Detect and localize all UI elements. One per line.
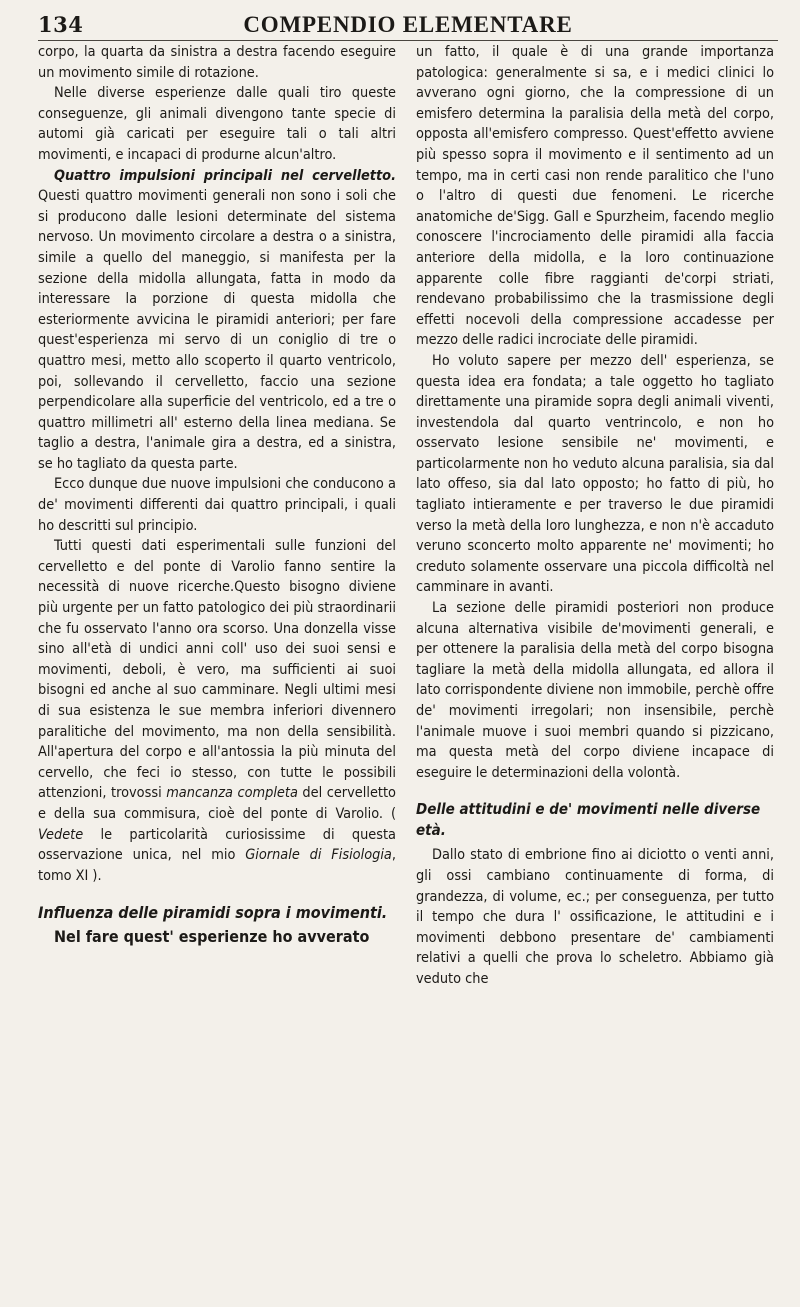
section-heading: Influenza delle piramidi sopra i movimenti. xyxy=(38,903,388,923)
paragraph xyxy=(38,536,396,886)
emphasis: Vedete xyxy=(38,826,84,843)
emphasis: Giornale di Fisiologia xyxy=(245,847,392,864)
paragraph xyxy=(38,166,396,475)
paragraph: Ho voluto sapere per mezzo dell' esperienza, se questa idea era fondata; a tale oggetto ho tagliato direttamente una piramide sopra degli animali viventi, investendola dal quarto ventrincolo, e non ho osservato lesione sensibile ne' movimenti, e particolarmente non ho veduto alcuna paralisia, sia dal lato offeso, sia dal lato opposto; ho fatto di più, ho tagliato intieramente e per traverso le due piramidi verso la metà della loro lunghezza, e non n'è accaduto veruno sconcerto molto apparente ne' movimenti; ho creduto solamente osservare una piccola difficoltà nel camminare in avanti. xyxy=(416,352,774,596)
running-head xyxy=(38,12,778,41)
running-title: COMPENDIO ELEMENTARE xyxy=(243,12,573,37)
left-column xyxy=(38,42,396,1297)
paragraph: Nelle diverse esperienze dalle quali tiro queste conseguenze, gli animali divengono tante specie di automi già caricati per eseguire tali o tali altri movimenti, e incapaci di produrne alcun'altro. xyxy=(38,85,396,163)
right-column xyxy=(416,42,774,1297)
paragraph: Dallo stato di embrione fino ai diciotto o venti anni, gli ossi cambiano continuamente di forma, di grandezza, di volume, ec.; per conseguenza, per tutto il tempo che dura l' ossificazione, le attitudini e i movimenti debbono presentare de' cambiamenti relativi a quelli che prova lo scheletro. Abbiamo già veduto che xyxy=(416,847,774,987)
paragraph-text: Questi quattro movimenti generali non sono i soli che si producono dalle lesioni determinate del sistema nervoso. Un movimento circolare a destra o a sinistra, simile a quello del maneggio, si manifesta per la sezione della midolla allungata, fatta in modo da interessare la porzione di questa midolla che esteriormente avvicina le piramidi anteriori; per fare quest'esperienza mi servo di un coniglio di tre o quattro mesi, metto allo scoperto il quarto ventricolo, poi, sollevando il cervelletto, faccio una sezione perpendicolare alla superficie del ventricolo, ed a tre o quattro millimetri all' esterno della linea mediana. Se taglio a destra, l'animale gira a destra, ed a sinistra, se ho tagliato da questa parte. xyxy=(38,188,396,472)
paragraph-text: del cervelletto e della sua commisura, cioè del ponte di Varolio. ( xyxy=(38,785,396,822)
paragraph: Ecco dunque due nuove impulsioni che conducono a de' movimenti differenti dai quattro principali, i quali ho descritti sul principio. xyxy=(38,476,396,534)
paragraph-lead: Quattro impulsioni principali nel cervelletto. xyxy=(54,167,396,184)
section-heading: Delle attitudini e de' movimenti nelle diverse età. xyxy=(416,800,761,840)
paragraph: La sezione delle piramidi posteriori non produce alcuna alternativa visibile de'movimenti generali, e per ottenere la paralisia della metà del corpo bisogna tagliare la metà della midolla allungata, ed allora il lato corrispondente diviene non immobile, perchè offre de' movimenti irregolari; non insensibile, perchè l'animale muove i suoi membri quando si pizzicano, ma questa metà del corpo diviene incapace di eseguire le determinazioni della volontà. xyxy=(416,600,774,781)
emphasis: mancanza completa xyxy=(166,785,298,802)
paragraph: corpo, la quarta da sinistra a destra facendo eseguire un movimento simile di rotazione. xyxy=(38,44,396,81)
paragraph: un fatto, il quale è di una grande importanza patologica: generalmente si sa, e i medici clinici lo avverano ogni giorno, che la compressione di un emisfero determina la paralisia della metà del corpo, opposta all'emisfero compresso. Quest'effetto avviene più spesso sopra il movimento e il sentimento ad un tempo, ma in certi casi non rende paralitico che l'uno o l'altro di questi due fenomeni. Le ricerche anatomiche de'Sigg. Gall e Spurzheim, facendo meglio conoscere l'incrociamento delle piramidi alla faccia anteriore della midolla, e la loro continuazione apparente colle fibre raggianti de'corpi striati, rendevano probabilissimo che la trasmissione degli effetti nocevoli della compressione accadesse per mezzo delle radici incrociate delle piramidi. xyxy=(416,44,774,349)
paragraph: Nel fare quest' esperienze ho avverato xyxy=(54,927,370,947)
paragraph-text: Tutti questi dati esperimentali sulle funzioni del cervelletto e del ponte di Varolio fanno sentire la necessità di nuove ricerche.Questo bisogno diviene più urgente per un fatto patologico dei più straordinarii che fu osservato l'anno ora scorso. Una donzella visse sino all'età di undici anni coll' uso dei suoi sensi e movimenti, deboli, è vero, ma sufficienti ai suoi bisogni ed anche al suo camminare. Negli ultimi mesi di sua esistenza le sue membra inferiori divennero paralitiche del movimento, ma non della sensibilità. All'apertura del corpo e all'antossia la più minuta del cervello, che feci io stesso, con tutte le possibili attenzioni, trovossi xyxy=(38,538,396,802)
page-number: 134 xyxy=(38,12,84,37)
paragraph-text: , tomo XI ). xyxy=(38,847,396,884)
paragraph-text: le particolarità curiosissime di questa osservazione unica, nel mio xyxy=(38,826,396,864)
